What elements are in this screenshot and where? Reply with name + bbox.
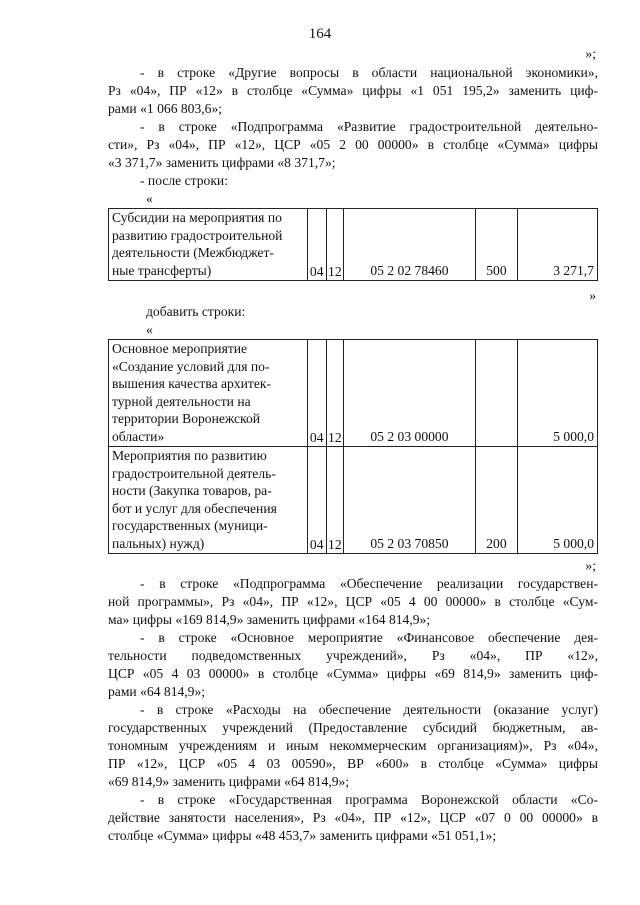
closing-quote: » <box>589 288 596 303</box>
table-cell-sum: 5 000,0 <box>518 447 598 554</box>
table-row <box>109 209 598 281</box>
paragraph-line: - после строки: <box>140 173 228 188</box>
table-cell-name: Субсидии на мероприятия по развитию градостроительной деятельности (Межбюджет- ные трансферты) <box>109 209 308 281</box>
closing-quote: »; <box>585 558 596 573</box>
table-cell-sum: 5 000,0 <box>518 340 598 447</box>
paragraph-line: ЦСР «05 4 03 00000» в столбце «Сумма» цифры «69 814,9» заменить циф- <box>108 666 598 681</box>
paragraph-line: сти», Рз «04», ПР «12», ЦСР «05 2 00 00000» в столбце «Сумма» цифры <box>108 137 598 152</box>
table-cell-pr: 12 <box>326 209 344 281</box>
table-cell-csr: 05 2 03 70850 <box>344 447 476 554</box>
paragraph-line: Рз «04», ПР «12» в столбце «Сумма» цифры «1 051 195,2» заменить циф- <box>108 83 598 98</box>
table-row <box>109 340 598 447</box>
table-cell-sum: 3 271,7 <box>518 209 598 281</box>
paragraph-line: рами «1 066 803,6»; <box>108 101 223 116</box>
table-cell-csr: 05 2 02 78460 <box>344 209 476 281</box>
paragraph-line: - в строке «Подпрограмма «Развитие градостроительной деятельно- <box>140 119 598 134</box>
table-cell-rz: 04 <box>307 447 326 554</box>
paragraph-line: - в строке «Государственная программа Воронежской области «Со- <box>140 792 598 807</box>
paragraph-line: государственных учреждений (Предоставление субсидий бюджетным, ав- <box>108 720 598 735</box>
paragraph-line: «69 814,9» заменить цифрами «64 814,9»; <box>108 774 350 789</box>
paragraph-line: добавить строки: <box>146 304 246 319</box>
paragraph-line: - в строке «Основное мероприятие «Финансовое обеспечение дея- <box>140 630 598 645</box>
table-cell-rz: 04 <box>307 209 326 281</box>
paragraph-line: ма» цифры «169 814,9» заменить цифрами «164 814,9»; <box>108 612 431 627</box>
table-cell-vr <box>475 340 517 447</box>
paragraph-line: ПР «12», ЦСР «05 4 03 00590», ВР «600» в столбце «Сумма» цифры <box>108 756 598 771</box>
paragraph-line: ной программы», Рз «04», ПР «12», ЦСР «05 4 00 00000» в столбце «Сум- <box>108 594 598 609</box>
table-row <box>109 447 598 554</box>
budget-table-original <box>108 208 598 281</box>
paragraph-line: тономным учреждениям и иным некоммерческим организациям)», Рз «04», <box>108 738 598 753</box>
paragraph-line: действие занятости населения», Рз «04», ПР «12», ЦСР «07 0 00 00000» в <box>108 810 598 825</box>
table-cell-vr: 500 <box>475 209 517 281</box>
table-cell-csr: 05 2 03 00000 <box>344 340 476 447</box>
closing-quote: »; <box>585 46 596 61</box>
paragraph-line: рами «64 814,9»; <box>108 684 206 699</box>
paragraph-line: тельности подведомственных учреждений», Рз «04», ПР «12», <box>108 648 598 663</box>
table-cell-name: Основное мероприятие «Создание условий для по- вышения качества архитек- турной деятельности на территории Воронежской области» <box>109 340 308 447</box>
budget-table-added <box>108 339 598 554</box>
open-quote: « <box>146 191 153 206</box>
page-number: 164 <box>308 26 332 42</box>
table-cell-rz: 04 <box>307 340 326 447</box>
table-cell-pr: 12 <box>326 340 344 447</box>
table-cell-name: Мероприятия по развитию градостроительной деятель- ности (Закупка товаров, ра- бот и услуг для обеспечения государственных (муници- пальных) нужд) <box>109 447 308 554</box>
paragraph-line: - в строке «Расходы на обеспечение деятельности (оказание услуг) <box>140 702 598 717</box>
paragraph-line: - в строке «Другие вопросы в области национальной экономики», <box>140 65 598 80</box>
paragraph-line: столбце «Сумма» цифры «48 453,7» заменить цифрами «51 051,1»; <box>108 828 497 843</box>
paragraph-line: «3 371,7» заменить цифрами «8 371,7»; <box>108 155 336 170</box>
paragraph-line: - в строке «Подпрограмма «Обеспечение реализации государствен- <box>140 576 598 591</box>
table-cell-pr: 12 <box>326 447 344 554</box>
open-quote: « <box>146 322 153 337</box>
table-cell-vr: 200 <box>475 447 517 554</box>
